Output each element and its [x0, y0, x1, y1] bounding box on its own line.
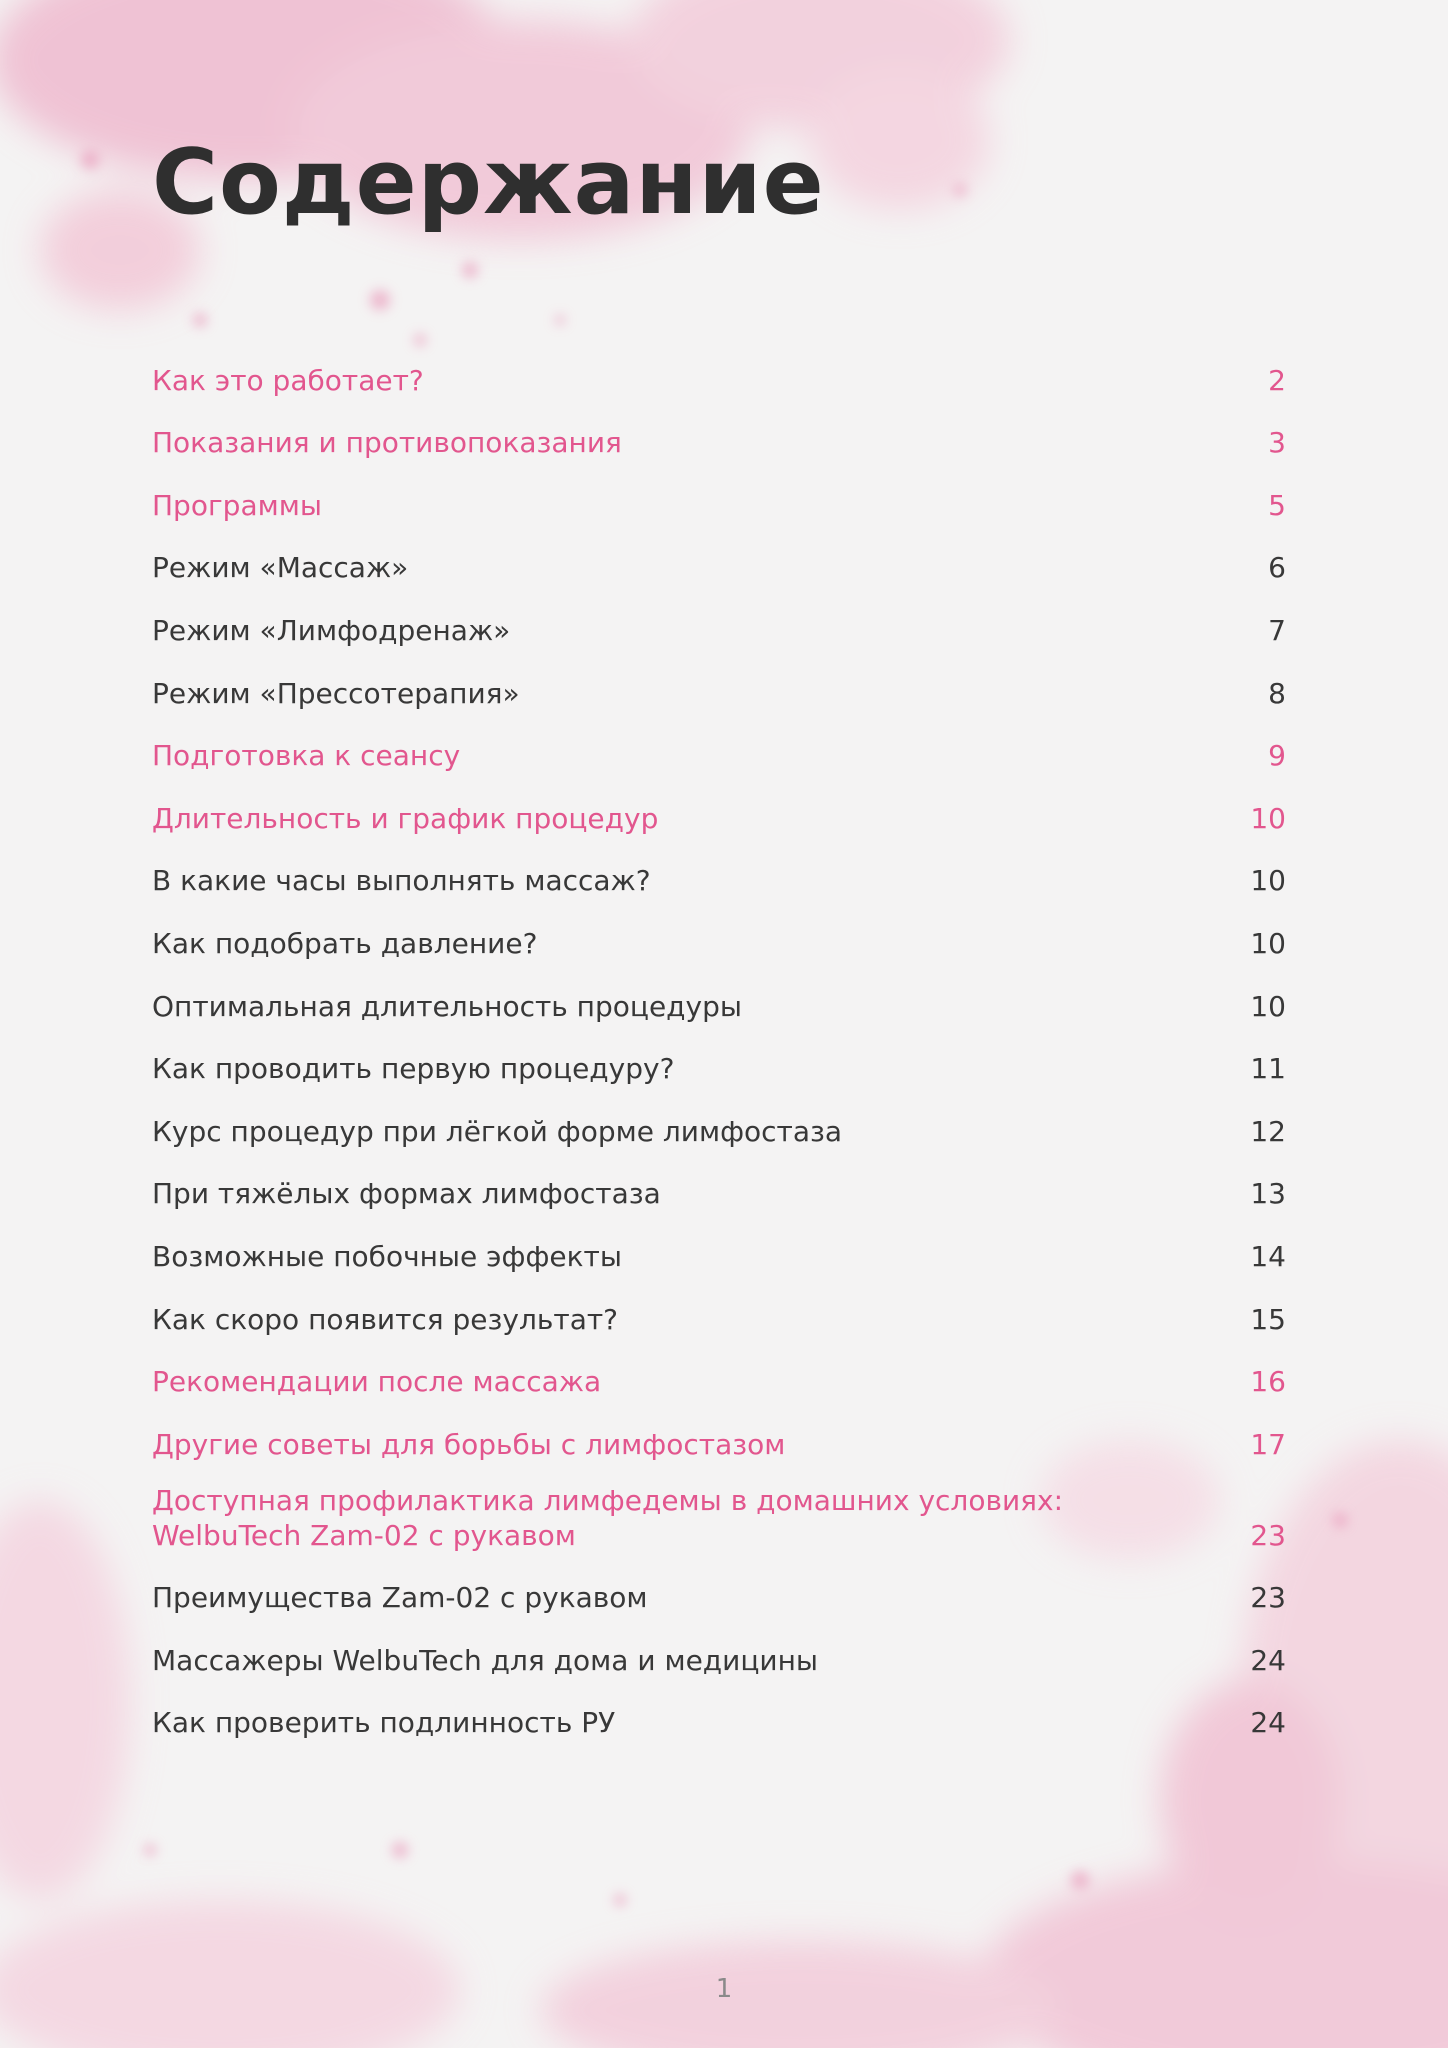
toc-entry-label: Массажеры WelbuTech для дома и медицины: [152, 1643, 819, 1677]
toc-entry-label: Оптимальная длительность процедуры: [152, 989, 742, 1023]
toc-entry[interactable]: [152, 411, 1286, 474]
toc-entry[interactable]: [152, 724, 1286, 787]
toc-entry[interactable]: [152, 1037, 1286, 1100]
toc-entry-label: Как подобрать давление?: [152, 926, 538, 960]
toc-entry-page: 2: [1268, 363, 1286, 397]
toc-entry-page: 10: [1250, 864, 1286, 898]
toc-entry-page: 10: [1250, 989, 1286, 1023]
toc-entry-label: Показания и противопоказания: [152, 426, 622, 460]
toc-entry-page: 15: [1250, 1302, 1286, 1336]
toc-entry-page: 6: [1268, 551, 1286, 585]
toc-entry-page: 7: [1268, 613, 1286, 647]
toc-entry-page: 5: [1268, 488, 1286, 522]
toc-entry-label: Режим «Лимфодренаж»: [152, 613, 511, 647]
toc-entry-page: 10: [1250, 801, 1286, 835]
toc-entry-label: В какие часы выполнять массаж?: [152, 864, 651, 898]
toc-entry[interactable]: [152, 849, 1286, 912]
toc-entry[interactable]: [152, 1350, 1286, 1413]
toc-entry-label: Возможные побочные эффекты: [152, 1239, 622, 1273]
toc-entry[interactable]: [152, 974, 1286, 1037]
page-title: Содержание: [152, 130, 825, 235]
toc-entry-page: 10: [1250, 926, 1286, 960]
toc-entry-label: Курс процедур при лёгкой форме лимфостаза: [152, 1114, 843, 1148]
toc-entry-label: Режим «Массаж»: [152, 551, 409, 585]
toc-entry-label: Подготовка к сеансу: [152, 739, 461, 773]
toc-entry[interactable]: [152, 786, 1286, 849]
toc-entry[interactable]: [152, 1287, 1286, 1350]
toc-entry[interactable]: [152, 1412, 1286, 1475]
toc-entry-page: 16: [1250, 1365, 1286, 1399]
toc-entry[interactable]: [152, 1475, 1286, 1566]
toc-entry[interactable]: [152, 1691, 1286, 1754]
toc-entry-label: Как проверить подлинность РУ: [152, 1706, 616, 1740]
toc-entry[interactable]: [152, 661, 1286, 724]
toc-entry-label: Как это работает?: [152, 363, 424, 397]
toc-entry[interactable]: [152, 348, 1286, 411]
toc-entry[interactable]: [152, 1099, 1286, 1162]
toc-entry-page: 24: [1250, 1706, 1286, 1740]
toc-entry[interactable]: [152, 1566, 1286, 1629]
toc-entry-page: 23: [1250, 1518, 1286, 1552]
toc-entry-label: При тяжёлых формах лимфостаза: [152, 1177, 661, 1211]
toc-entry-page: 23: [1250, 1581, 1286, 1615]
toc-entry-page: 8: [1268, 676, 1286, 710]
toc-entry[interactable]: [152, 473, 1286, 536]
toc-entry[interactable]: [152, 598, 1286, 661]
page-number: 1: [715, 1974, 733, 2004]
toc-entry[interactable]: [152, 1628, 1286, 1691]
toc-entry-label: Длительность и график процедур: [152, 801, 659, 835]
toc-entry[interactable]: [152, 1162, 1286, 1225]
table-of-contents: [152, 348, 1286, 1753]
toc-entry-page: 9: [1268, 739, 1286, 773]
toc-entry-label: Программы: [152, 488, 322, 522]
toc-entry-label: Преимущества Zam-02 с рукавом: [152, 1581, 648, 1615]
toc-entry[interactable]: [152, 911, 1286, 974]
toc-entry-label: Как проводить первую процедуру?: [152, 1052, 675, 1086]
toc-entry-label: Доступная профилактика лимфедемы в домашних условиях: WelbuTech Zam-02 с рукавом: [152, 1483, 1063, 1552]
toc-entry[interactable]: [152, 1224, 1286, 1287]
toc-entry[interactable]: [152, 536, 1286, 599]
toc-entry-page: 12: [1250, 1114, 1286, 1148]
toc-entry-label: Рекомендации после массажа: [152, 1365, 602, 1399]
toc-entry-page: 3: [1268, 426, 1286, 460]
toc-entry-label: Другие советы для борьбы с лимфостазом: [152, 1427, 786, 1461]
toc-entry-page: 13: [1250, 1177, 1286, 1211]
toc-entry-page: 24: [1250, 1643, 1286, 1677]
toc-entry-page: 14: [1250, 1239, 1286, 1273]
toc-entry-label: Режим «Прессотерапия»: [152, 676, 520, 710]
toc-entry-page: 17: [1250, 1427, 1286, 1461]
toc-entry-page: 11: [1250, 1052, 1286, 1086]
toc-entry-label: Как скоро появится результат?: [152, 1302, 619, 1336]
